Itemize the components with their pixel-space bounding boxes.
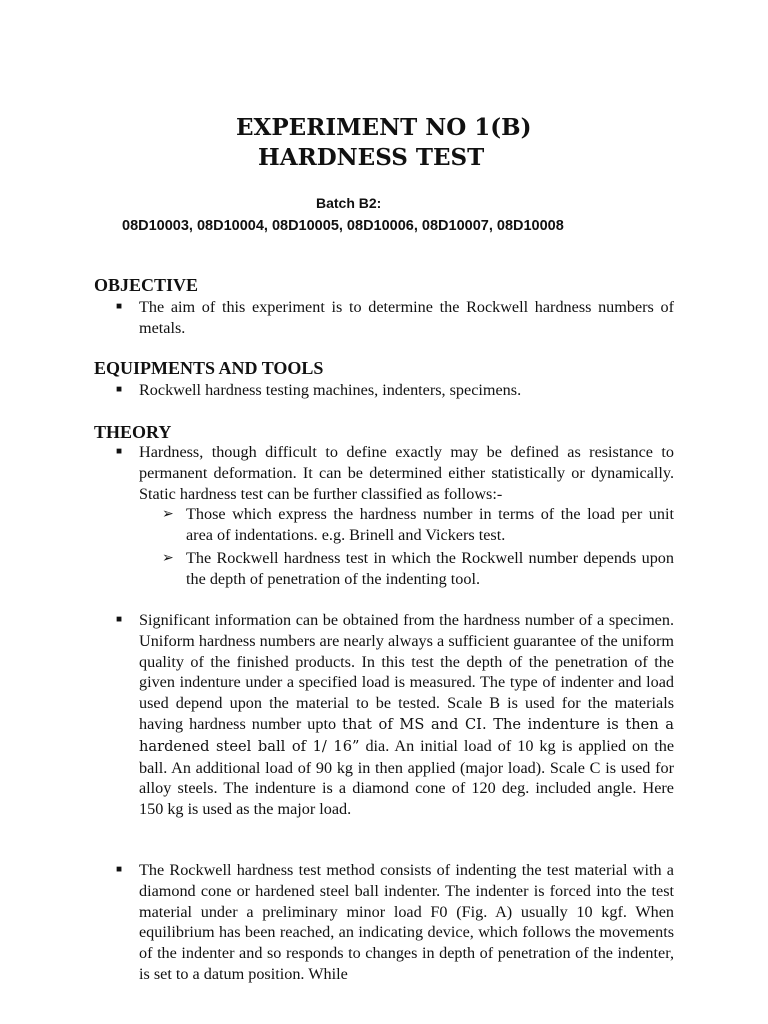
theory-bullet-3: The Rockwell hardness test method consists of indenting the test material with a diamond cone or hardened steel ball indenter. The indenter is forced into the test material under a preliminary minor load F0 (Fig. A) usually 10 kgf. When equilibrium has been reached, an indicating device, which follows the movements of the indenter and so responds to changes in depth of penetration of the indenter, is set to a datum position. While bbox=[139, 861, 674, 983]
theory-heading: THEORY bbox=[94, 422, 172, 442]
experiment-title: EXPERIMENT NO 1(B) bbox=[236, 114, 532, 141]
arrow-bullet-icon: ➢ bbox=[162, 506, 174, 522]
batch-label: Batch B2: bbox=[316, 195, 382, 211]
square-bullet-icon: ■ bbox=[116, 384, 123, 395]
batch-ids: 08D10003, 08D10004, 08D10005, 08D10006, 08D10007, 08D10008 bbox=[122, 218, 564, 234]
theory-sub-item-1: Those which express the hardness number in terms of the load per unit area of indentations. e.g. Brinell and Vickers test. bbox=[186, 505, 674, 544]
objective-text: The aim of this experiment is to determine the Rockwell hardness numbers of metals. bbox=[139, 298, 674, 337]
square-bullet-icon: ■ bbox=[116, 301, 123, 312]
objective-heading: OBJECTIVE bbox=[94, 275, 199, 295]
arrow-bullet-icon: ➢ bbox=[162, 550, 174, 566]
equipments-heading: EQUIPMENTS AND TOOLS bbox=[94, 358, 324, 378]
theory-bullet-2 bbox=[139, 610, 674, 820]
experiment-subtitle: HARDNESS TEST bbox=[258, 144, 485, 171]
square-bullet-icon: ■ bbox=[116, 446, 123, 457]
square-bullet-icon: ■ bbox=[116, 864, 123, 875]
theory-bullet-2-part-1: Significant information can be obtained from the hardness number of a specimen. Uniform hardness numbers are nearly always a sufficient guarantee of the uniform quality of the finished products. In this test the depth of the penetration of the given indenture under a specified load is measured. The type of indenter and load used depend upon the material to be tested. Scale B is used for the materials having hardness number upto bbox=[139, 611, 674, 733]
equipments-text: Rockwell hardness testing machines, indenters, specimens. bbox=[139, 381, 522, 399]
theory-bullet-2-part-3: dia. An initial load of 10 kg is applied on the ball. An additional load of 90 kg in then applied (major load). Scale C is used for alloy steels. The indenture is a diamond cone of 120 deg. included angle. Here 150 kg is used as the major load. bbox=[139, 736, 674, 819]
theory-bullet-1: Hardness, though difficult to define exactly may be defined as resistance to permanent deformation. It can be determined either statistically or dynamically. Static hardness test can be further classified as follows:- bbox=[139, 443, 674, 503]
theory-sub-item-2: The Rockwell hardness test in which the Rockwell number depends upon the depth of penetration of the indenting tool. bbox=[186, 549, 674, 588]
square-bullet-icon: ■ bbox=[116, 614, 123, 625]
theory-bullet-2-part-2: that of MS and CI. The indenture is then a hardened steel ball of 1/ 16” bbox=[139, 715, 674, 755]
